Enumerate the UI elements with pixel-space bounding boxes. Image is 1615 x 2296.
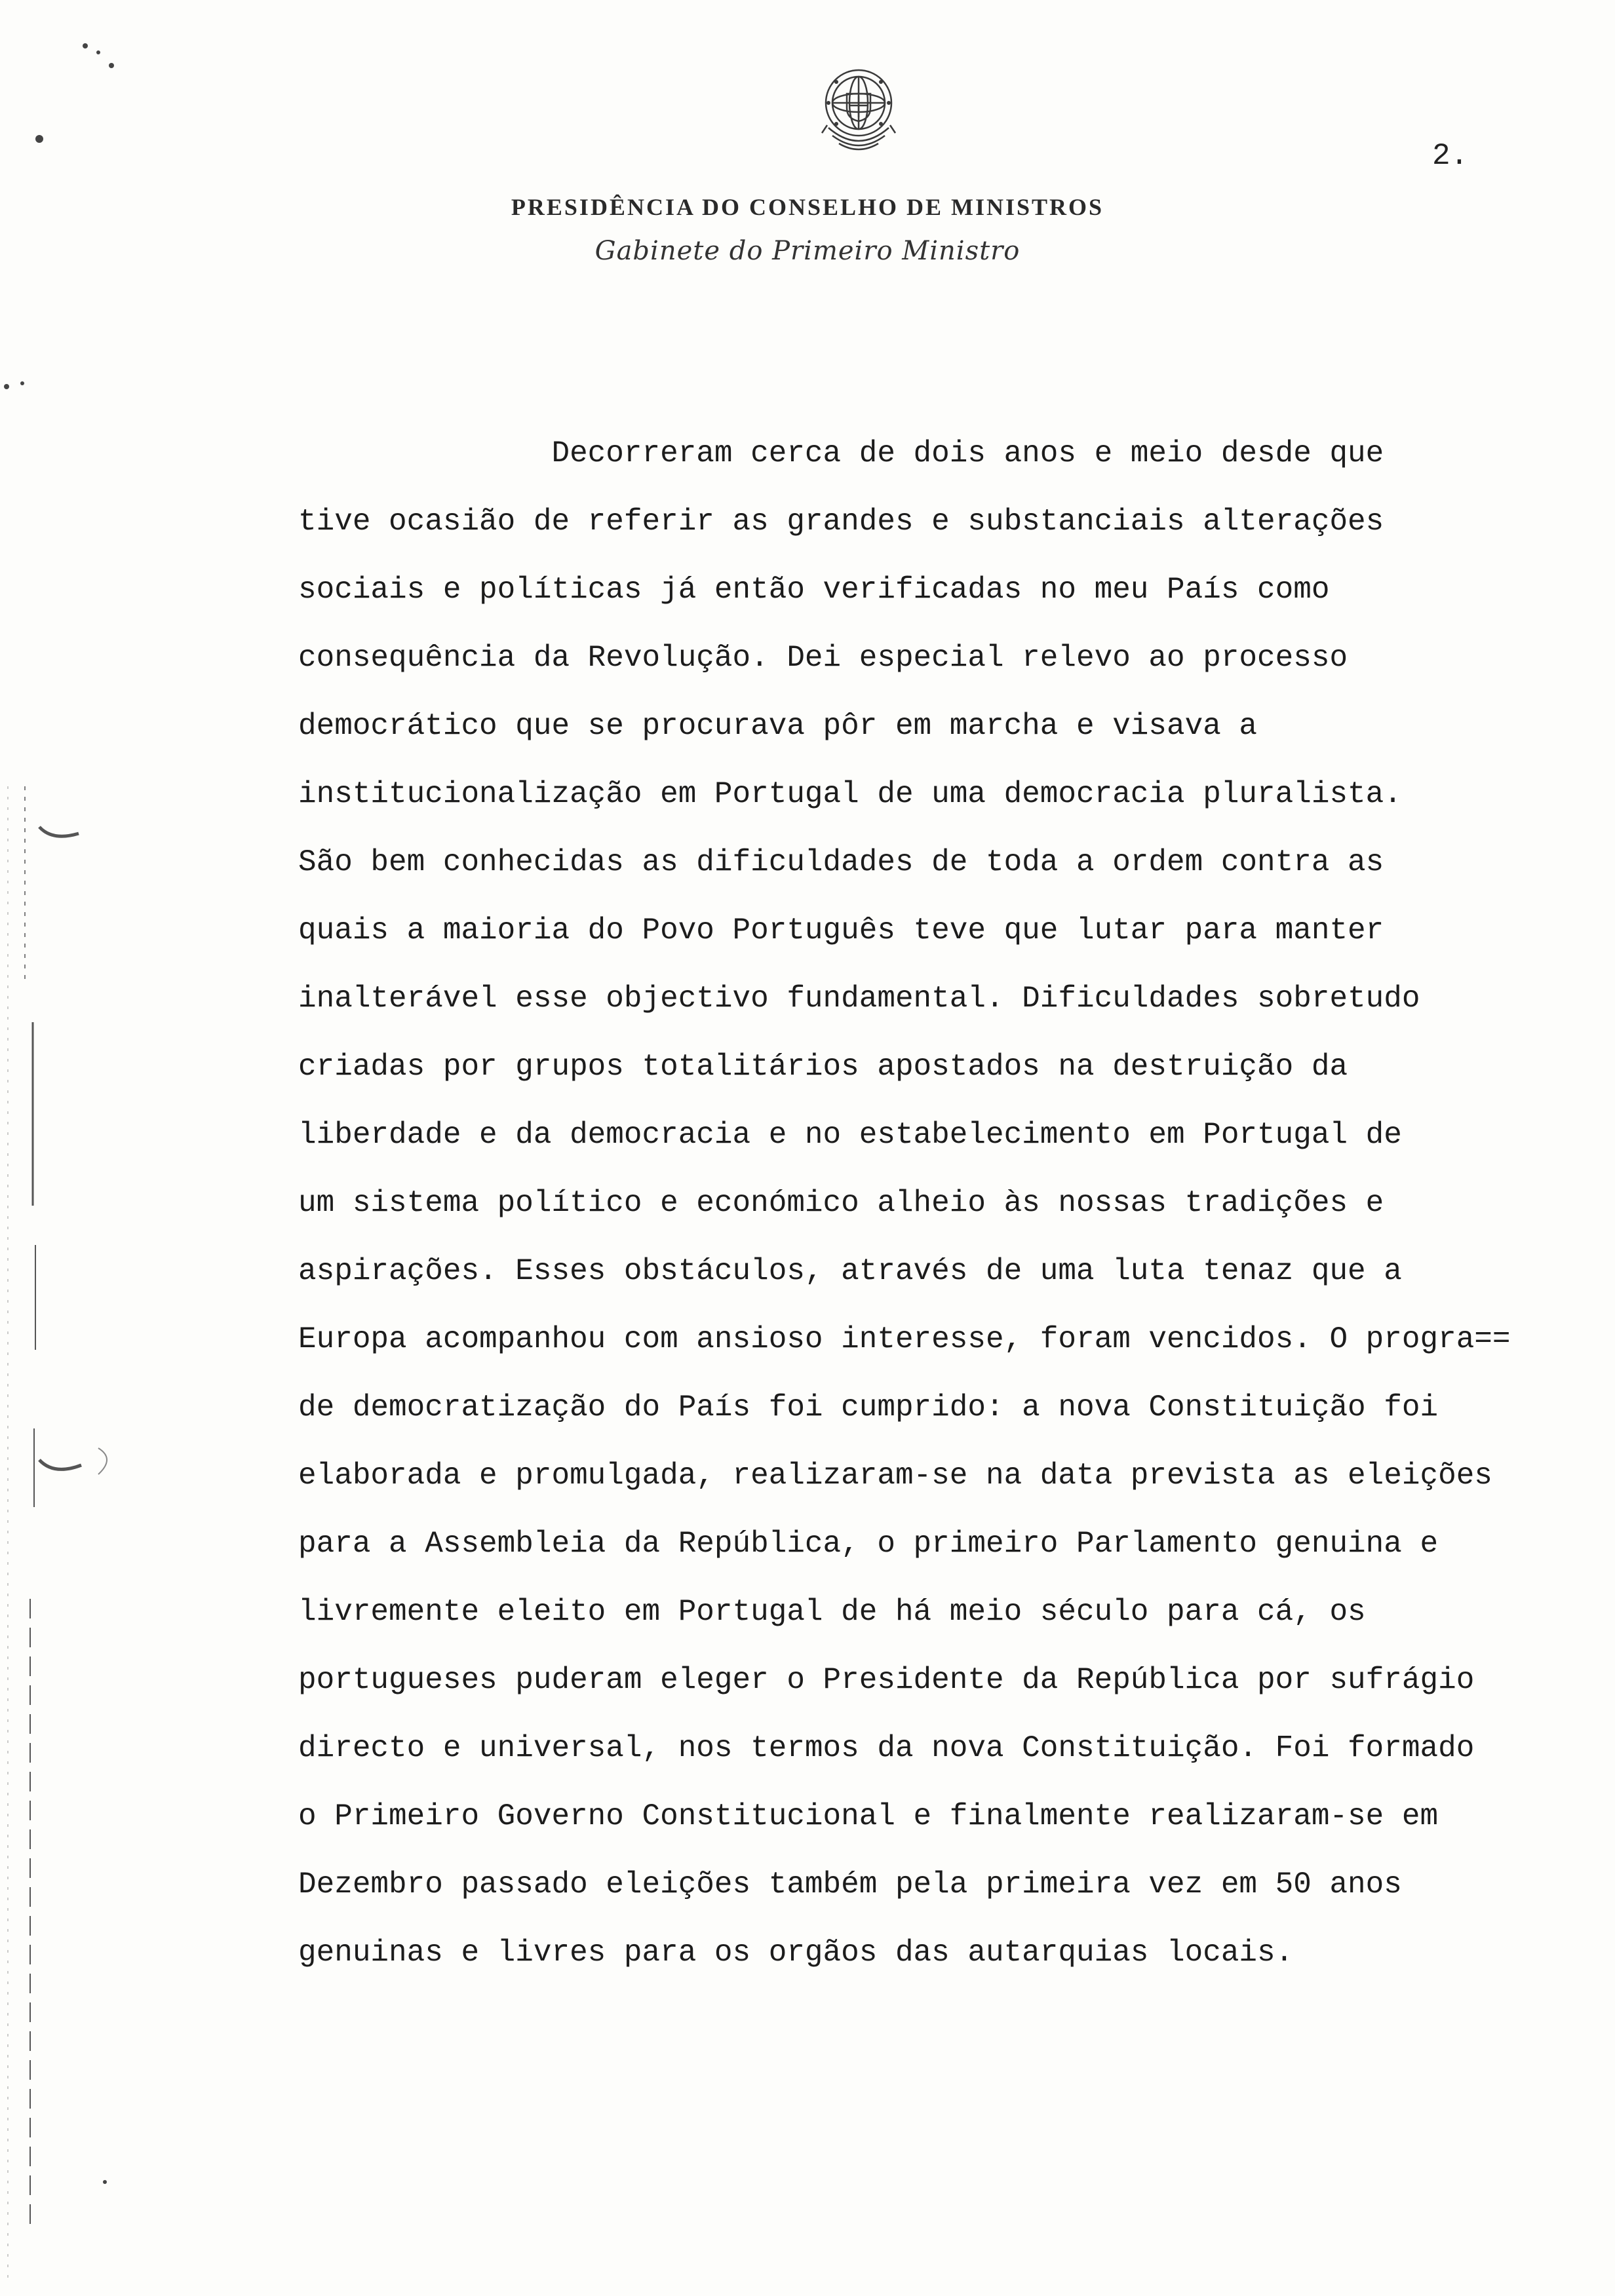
body-line: livremente eleito em Portugal de há meio século para cá, os [298, 1595, 1366, 1629]
body-line: liberdade e da democracia e no estabelecimento em Portugal de [298, 1118, 1402, 1152]
body-line: democrático que se procurava pôr em marcha e visava a [298, 709, 1258, 743]
letterhead-title: PRESIDÊNCIA DO CONSELHO DE MINISTROS [511, 194, 1104, 220]
body-line: aspirações. Esses obstáculos, através de uma luta tenaz que a [298, 1254, 1402, 1288]
body-line: São bem conhecidas as dificuldades de toda a ordem contra as [298, 845, 1384, 879]
page-number: 2. [1432, 139, 1469, 173]
body-line: inalterável esse objectivo fundamental. Dificuldades sobretudo [298, 982, 1420, 1016]
body-line: para a Assembleia da República, o primeiro Parlamento genuina e [298, 1527, 1439, 1561]
body-line: genuinas e livres para os orgãos das autarquias locais. [298, 1936, 1294, 1970]
scan-margin-marks [0, 0, 170, 2296]
body-line: o Primeiro Governo Constitucional e finalmente realizaram-se em [298, 1799, 1439, 1833]
body-line: directo e universal, nos termos da nova Constituição. Foi formado [298, 1731, 1475, 1765]
body-line: consequência da Revolução. Dei especial relevo ao processo [298, 641, 1348, 675]
body-line: sociais e políticas já então verificadas no meu País como [298, 573, 1330, 607]
body-line: portugueses puderam eleger o Presidente da República por sufrágio [298, 1663, 1475, 1697]
body-line: de democratização do País foi cumprido: a nova Constituição foi [298, 1390, 1439, 1425]
body-line: Decorreram cerca de dois anos e meio desde que [298, 436, 1384, 470]
body-line: Europa acompanhou com ansioso interesse, foram vencidos. O progra== [298, 1322, 1511, 1356]
body-line: institucionalização em Portugal de uma democracia pluralista. [298, 777, 1402, 811]
body-line: Dezembro passado eleições também pela primeira vez em 50 anos [298, 1867, 1402, 1902]
body-line: quais a maioria do Povo Português teve que lutar para manter [298, 913, 1384, 947]
body-line: elaborada e promulgada, realizaram-se na data prevista as eleições [298, 1459, 1492, 1493]
portuguese-coat-of-arms-icon [813, 62, 905, 167]
body-line: criadas por grupos totalitários apostados na destruição da [298, 1050, 1348, 1084]
body-line: um sistema político e económico alheio às nossas tradições e [298, 1186, 1384, 1220]
letterhead-subtitle: Gabinete do Primeiro Ministro [594, 236, 1021, 266]
document-body [298, 419, 1576, 1987]
body-line: tive ocasião de referir as grandes e substanciais alterações [298, 505, 1384, 539]
